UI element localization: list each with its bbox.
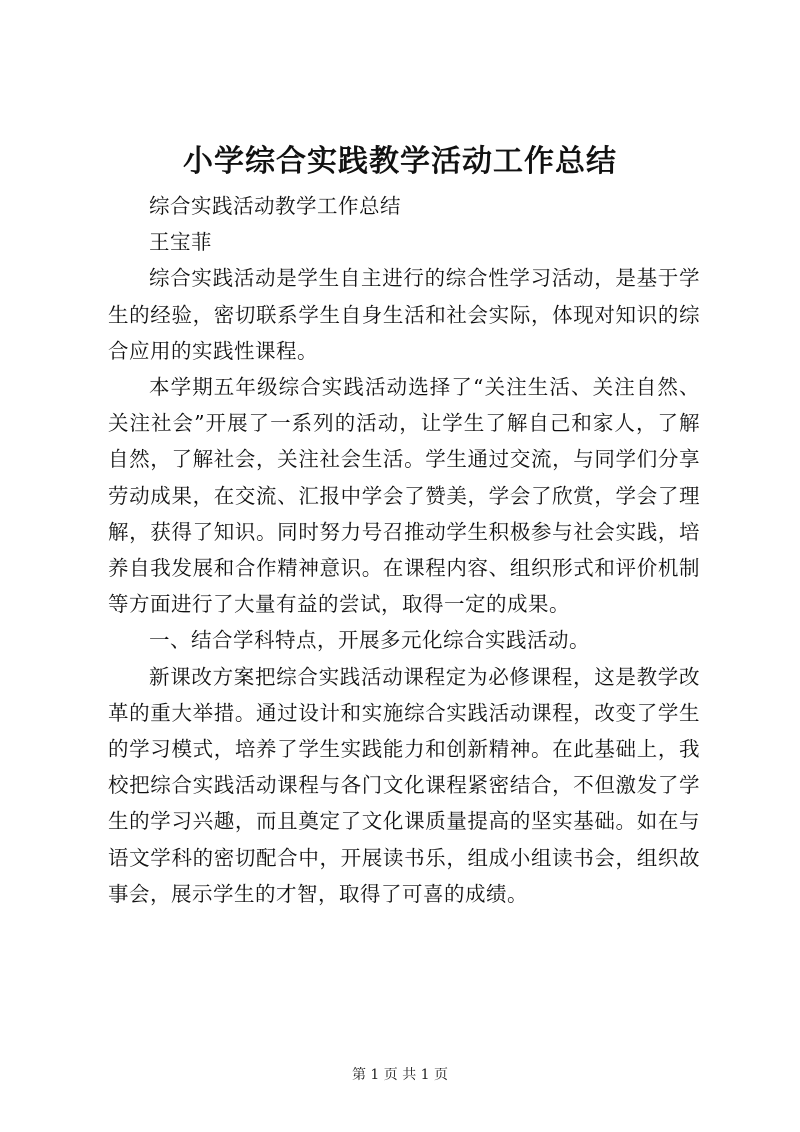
document-body — [108, 188, 700, 912]
subtitle-paragraph: 综合实践活动教学工作总结 — [149, 194, 401, 218]
body-paragraph: 综合实践活动是学生自主进行的综合性学习活动，是基于学生的经验，密切联系学生自身生活和社会实际，体现对知识的综合应用的实践性课程。 — [108, 266, 700, 363]
author-paragraph: 王宝菲 — [149, 230, 212, 255]
body-paragraph: 本学期五年级综合实践活动选择了“关注生活、关注自然、关注社会”开展了一系列的活动，让学生了解自己和家人，了解自然，了解社会，关注社会生活。学生通过交流，与同学们分享劳动成果，在交流、汇报中学会了赞美，学会了欣赏，学会了理解，获得了知识。同时努力号召推动学生积极参与社会实践，培养自我发展和合作精神意识。在课程内容、组织形式和评价机制等方面进行了大量有益的尝试，取得一定的成果。 — [108, 375, 700, 617]
section-heading-paragraph: 一、结合学科特点，开展多元化综合实践活动。 — [149, 628, 590, 653]
body-paragraph: 新课改方案把综合实践活动课程定为必修课程，这是教学改革的重大举措。通过设计和实施综合实践活动课程，改变了学生的学习模式，培养了学生实践能力和创新精神。在此基础上，我校把综合实践活动课程与各门文化课程紧密结合，不但激发了学生的学习兴趣，而且奠定了文化课质量提高的坚实基础。如在与语文学科的密切配合中，开展读书乐，组成小组读书会，组织故事会，展示学生的才智，取得了可喜的成绩。 — [108, 664, 700, 906]
document-title: 小学综合实践教学活动工作总结 — [183, 144, 617, 179]
page-number-footer: 第 1 页 共 1 页 — [351, 1067, 449, 1083]
